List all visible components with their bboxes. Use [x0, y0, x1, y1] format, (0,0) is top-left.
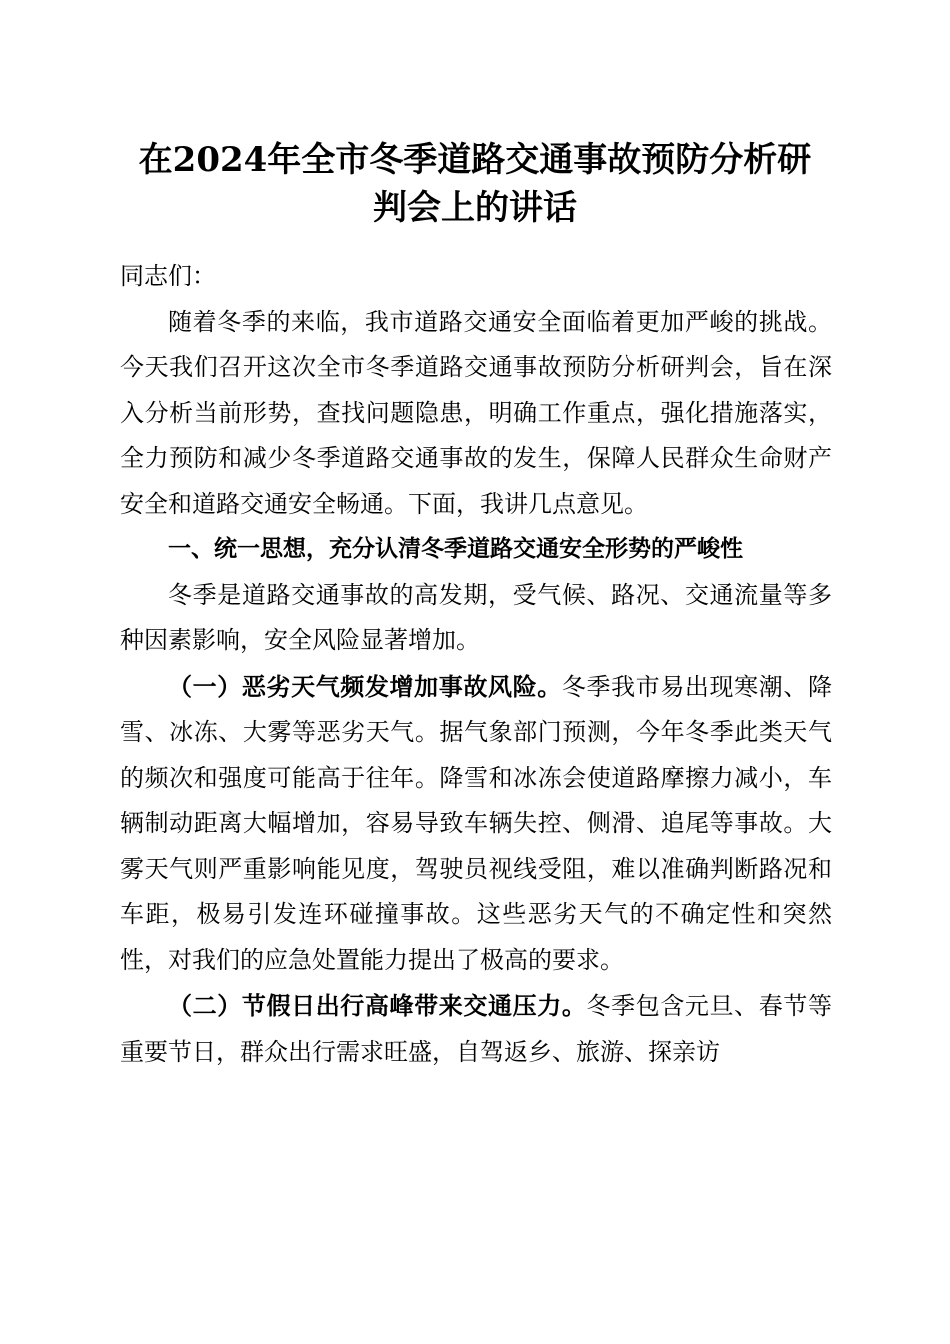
document-title [100, 136, 850, 232]
subsection-2-lead: （二）节假日出行高峰带来交通压力。 [168, 991, 587, 1020]
title-line-2: 判会上的讲话 [373, 188, 577, 228]
subsection-2-body: 冬季包含元旦、春节等重要节日，群众出行需求旺盛，自驾返乡、旅游、探亲访 [120, 992, 833, 1066]
subsection-1-body: 冬季我市易出现寒潮、降雪、冰冻、大雾等恶劣天气。据气象部门预测，今年冬季此类天气的频次和强度可能高于往年。降雪和冰冻会使道路摩擦力减小，车辆制动距离大幅增加，容易导致车辆失控、侧滑、追尾等事故。大雾天气则严重影响能见度，驾驶员视线受阻，难以准确判断路况和车距，极易引发连环碰撞事故。这些恶劣天气的不确定性和突然性，对我们的应急处置能力提出了极高的要求。 [120, 672, 833, 974]
section-1-intro: 冬季是道路交通事故的高发期，受气候、路况、交通流量等多种因素影响，安全风险显著增加。 [120, 580, 832, 654]
salutation: 同志们： [120, 262, 216, 290]
section-1-heading: 一、统一思想，充分认清冬季道路交通安全形势的严峻性 [168, 536, 743, 562]
title-line-1: 在2024年全市冬季道路交通事故预防分析研 [138, 140, 812, 180]
subsection-2 [120, 983, 832, 1075]
subsection-1-lead: （一）恶劣天气频发增加事故风险。 [168, 671, 562, 701]
document-body [120, 254, 832, 1075]
intro-paragraph: 随着冬季的来临，我市道路交通安全面临着更加严峻的挑战。今天我们召开这次全市冬季道路交通事故预防分析研判会，旨在深入分析当前形势，查找问题隐患，明确工作重点，强化措施落实，全力预防和减少冬季道路交通事故的发生，保障人民群众生命财产安全和道路交通安全畅通。下面，我讲几点意见。 [120, 307, 832, 518]
subsection-1 [120, 664, 832, 984]
